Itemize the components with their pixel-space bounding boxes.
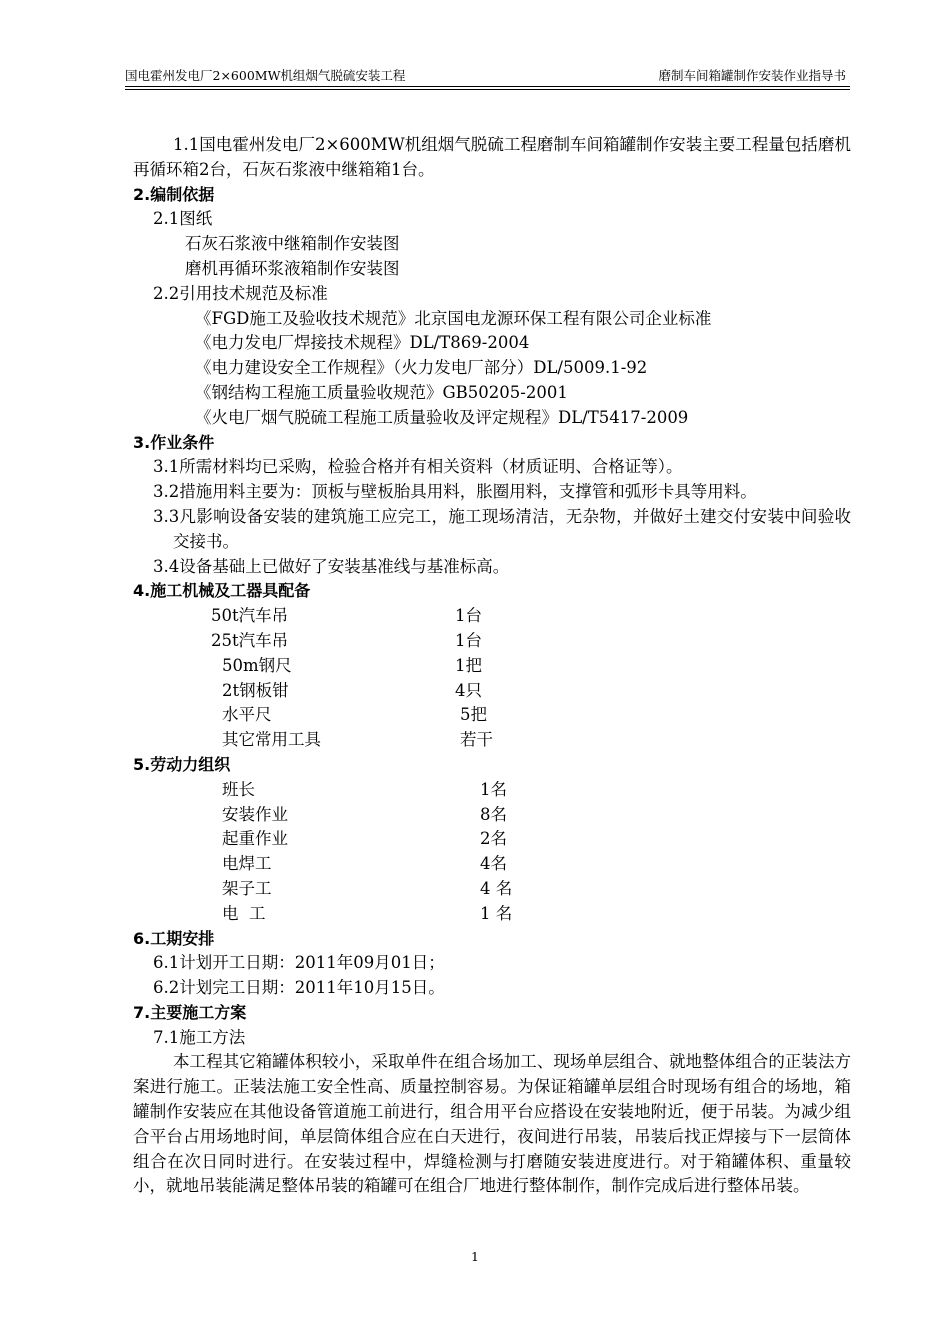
section-2-2: 2.2引用技术规范及标准 (153, 283, 328, 303)
equipment-name: 水平尺 (222, 705, 272, 725)
method-paragraph: 本工程其它箱罐体积较小，采取单件在组合场加工、现场单层组合、就地整体组合的正装法方案进行施工。正装法施工安全性高、质量控制容易。为保证箱罐单层组合时现场有组合的场地，箱罐制作安装应在其他设备管道施工前进行，组合用平台应搭设在安装地附近，便于吊装。为减少组合平台占用场地时间，单层筒体组合应在白天进行，夜间进行吊装，吊装后找正焊接与下一层筒体组合在次日同时进行。在安装过程中，焊缝检测与打磨随安装进度进行。对于箱罐体积、重量较小，就地吊装能满足整体吊装的箱罐可在组合厂地进行整体制作，制作完成后进行整体吊装。 (133, 1052, 851, 1196)
equipment-name: 其它常用工具 (222, 730, 321, 750)
condition-item: 3.1所需材料均已采购，检验合格并有相关资料（材质证明、合格证等）。 (153, 457, 683, 477)
labor-row (133, 877, 851, 902)
drawing-item: 石灰石浆液中继箱制作安装图 (185, 234, 400, 254)
labor-row (133, 803, 851, 828)
condition-item: 3.3凡影响设备安装的建筑施工应完工，施工现场清洁，无杂物，并做好土建交付安装中间验收交接书。 (153, 506, 851, 551)
labor-qty: 1 名 (480, 903, 513, 923)
labor-role: 电焊工 (222, 854, 272, 874)
equipment-name: 2t钢板钳 (222, 680, 289, 700)
labor-qty: 4名 (480, 854, 507, 874)
document-body (133, 133, 851, 1199)
equipment-qty: 若干 (460, 730, 493, 750)
intro-paragraph: 1.1国电霍州发电厂2×600MW机组烟气脱硫工程磨制车间箱罐制作安装主要工程量包括磨机再循环箱2台，石灰石浆液中继箱箱1台。 (133, 135, 851, 179)
labor-row (133, 902, 851, 927)
schedule-item: 6.1计划开工日期：2011年09月01日； (153, 953, 445, 973)
equipment-name: 25t汽车吊 (211, 630, 289, 650)
labor-qty: 2名 (480, 829, 507, 849)
equipment-qty: 1台 (455, 630, 482, 650)
labor-role: 安装作业 (222, 804, 288, 824)
equipment-row (133, 629, 851, 654)
labor-qty: 1名 (480, 779, 507, 799)
equipment-row (133, 703, 851, 728)
section-6-heading: 6.工期安排 (133, 928, 215, 948)
labor-row (133, 827, 851, 852)
drawing-item: 磨机再循环浆液箱制作安装图 (185, 258, 400, 278)
labor-qty: 8名 (480, 804, 507, 824)
section-4-heading: 4.施工机械及工器具配备 (133, 581, 311, 601)
section-7-1: 7.1施工方法 (153, 1027, 246, 1047)
header-project-title: 国电霍州发电厂2×600MW机组烟气脱硫安装工程 (125, 68, 406, 83)
standard-item: 《火电厂烟气脱硫工程施工质量验收及评定规程》DL/T5417-2009 (195, 407, 689, 427)
section-3-heading: 3.作业条件 (133, 432, 215, 452)
standard-item: 《FGD施工及验收技术规范》北京国电龙源环保工程有限公司企业标准 (195, 308, 712, 328)
page-number: 1 (471, 1249, 479, 1264)
equipment-row (133, 654, 851, 679)
labor-role: 架子工 (222, 878, 272, 898)
equipment-name: 50t汽车吊 (211, 606, 289, 626)
equipment-qty: 1台 (455, 606, 482, 626)
labor-qty: 4 名 (480, 878, 513, 898)
labor-role: 起重作业 (222, 829, 288, 849)
page-header (125, 64, 850, 87)
standard-item: 《电力发电厂焊接技术规程》DL/T869-2004 (195, 333, 530, 353)
equipment-name: 50m钢尺 (222, 655, 292, 675)
equipment-qty: 4只 (455, 680, 482, 700)
section-5-heading: 5.劳动力组织 (133, 754, 231, 774)
labor-row (133, 778, 851, 803)
standard-item: 《电力建设安全工作规程》（火力发电厂部分）DL/5009.1-92 (195, 358, 648, 378)
header-document-title: 磨制车间箱罐制作安装作业指导书 (658, 68, 846, 83)
labor-row (133, 852, 851, 877)
equipment-qty: 5把 (460, 705, 487, 725)
equipment-row (133, 728, 851, 753)
condition-item: 3.2措施用料主要为：顶板与壁板胎具用料，胀圈用料，支撑管和弧形卡具等用料。 (153, 482, 757, 502)
labor-role: 班长 (222, 779, 255, 799)
condition-item: 3.4设备基础上已做好了安装基准线与基准标高。 (153, 556, 510, 576)
schedule-item: 6.2计划完工日期：2011年10月15日。 (153, 978, 445, 998)
standard-item: 《钢结构工程施工质量验收规范》GB50205-2001 (195, 382, 568, 402)
header-rule (125, 89, 850, 90)
section-2-heading: 2.编制依据 (133, 184, 215, 204)
equipment-row (133, 604, 851, 629)
section-2-1: 2.1图纸 (153, 209, 213, 229)
labor-role: 电 工 (222, 903, 266, 923)
equipment-qty: 1把 (455, 655, 482, 675)
equipment-row (133, 679, 851, 704)
section-7-heading: 7.主要施工方案 (133, 1002, 247, 1022)
